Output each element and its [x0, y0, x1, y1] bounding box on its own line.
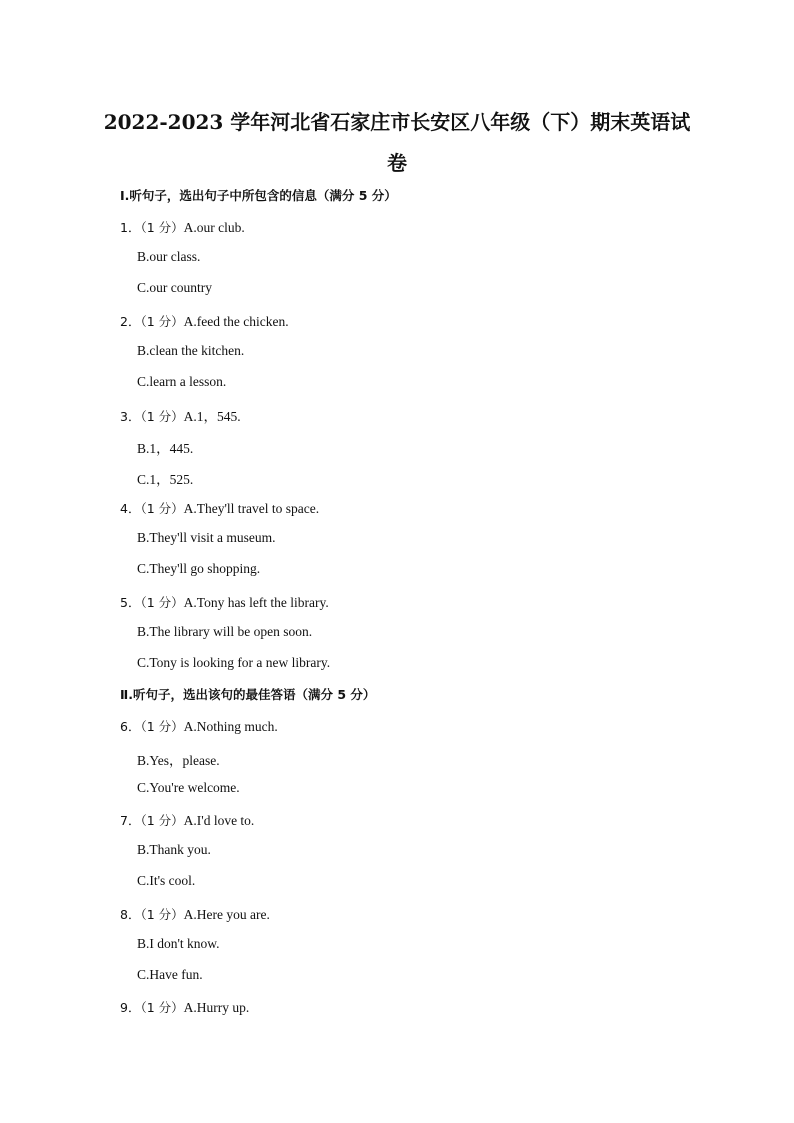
question-score: （1 分） — [140, 595, 184, 610]
question-4-option-c: C.They'll go shopping. — [137, 561, 261, 576]
question-number: 3． — [120, 409, 141, 424]
question-5 — [120, 593, 329, 611]
question-score: （1 分） — [140, 1000, 184, 1015]
section-2-heading: Ⅱ.听句子，选出该句的最佳答语（满分 5 分） — [120, 687, 376, 702]
option-a: A.Here you are. — [183, 907, 270, 922]
question-score: （1 分） — [140, 314, 184, 329]
question-5-option-b: B.The library will be open soon. — [137, 624, 313, 639]
option-a: A.Nothing much. — [183, 719, 278, 734]
question-8-option-c: C.Have fun. — [137, 967, 203, 982]
question-number: 8． — [120, 907, 141, 922]
exam-title-line-1: 2022-2023 学年河北省石家庄市长安区八年级（下）期末英语试 — [103, 110, 691, 134]
question-2-option-b: B.clean the kitchen. — [137, 343, 245, 358]
option-a: A.1，545. — [183, 409, 241, 424]
option-a: A.our club. — [183, 220, 245, 235]
question-3-option-b: B.1，445. — [137, 441, 194, 456]
question-number: 9． — [120, 1000, 141, 1015]
question-score: （1 分） — [140, 409, 184, 424]
exam-title-line-2: 卷 — [387, 151, 407, 175]
question-6 — [120, 717, 278, 735]
question-3-option-c: C.1，525. — [137, 472, 194, 487]
question-number: 2． — [120, 314, 141, 329]
question-2 — [120, 312, 289, 330]
question-3 — [120, 405, 241, 425]
question-5-option-c: C.Tony is looking for a new library. — [137, 655, 331, 670]
question-9 — [120, 998, 249, 1016]
question-7-option-c: C.It's cool. — [137, 873, 196, 888]
question-6-option-b: B.Yes，please. — [137, 753, 220, 768]
question-score: （1 分） — [140, 220, 184, 235]
option-a: A.feed the chicken. — [183, 314, 289, 329]
question-4-option-b: B.They'll visit a museum. — [137, 530, 276, 545]
question-score: （1 分） — [140, 813, 184, 828]
option-a: A.They'll travel to space. — [183, 501, 320, 516]
question-2-option-c: C.learn a lesson. — [137, 374, 227, 389]
question-score: （1 分） — [140, 907, 184, 922]
question-4 — [120, 499, 319, 517]
question-7 — [120, 811, 254, 829]
question-7-option-b: B.Thank you. — [137, 842, 211, 857]
question-number: 7． — [120, 813, 141, 828]
option-a: A.I'd love to. — [183, 813, 255, 828]
question-1-option-c: C.our country — [137, 280, 212, 295]
section-1-heading: Ⅰ.听句子，选出句子中所包含的信息（满分 5 分） — [120, 188, 397, 203]
option-a: A.Hurry up. — [183, 1000, 250, 1015]
question-number: 1． — [120, 220, 141, 235]
question-number: 6． — [120, 719, 141, 734]
question-1 — [120, 218, 245, 236]
question-1-option-b: B.our class. — [137, 249, 201, 264]
question-8 — [120, 905, 270, 923]
question-score: （1 分） — [140, 501, 184, 516]
question-6-option-c: C.You're welcome. — [137, 780, 240, 795]
question-8-option-b: B.I don't know. — [137, 936, 220, 951]
question-number: 4． — [120, 501, 141, 516]
question-number: 5． — [120, 595, 141, 610]
question-score: （1 分） — [140, 719, 184, 734]
option-a: A.Tony has left the library. — [183, 595, 329, 610]
